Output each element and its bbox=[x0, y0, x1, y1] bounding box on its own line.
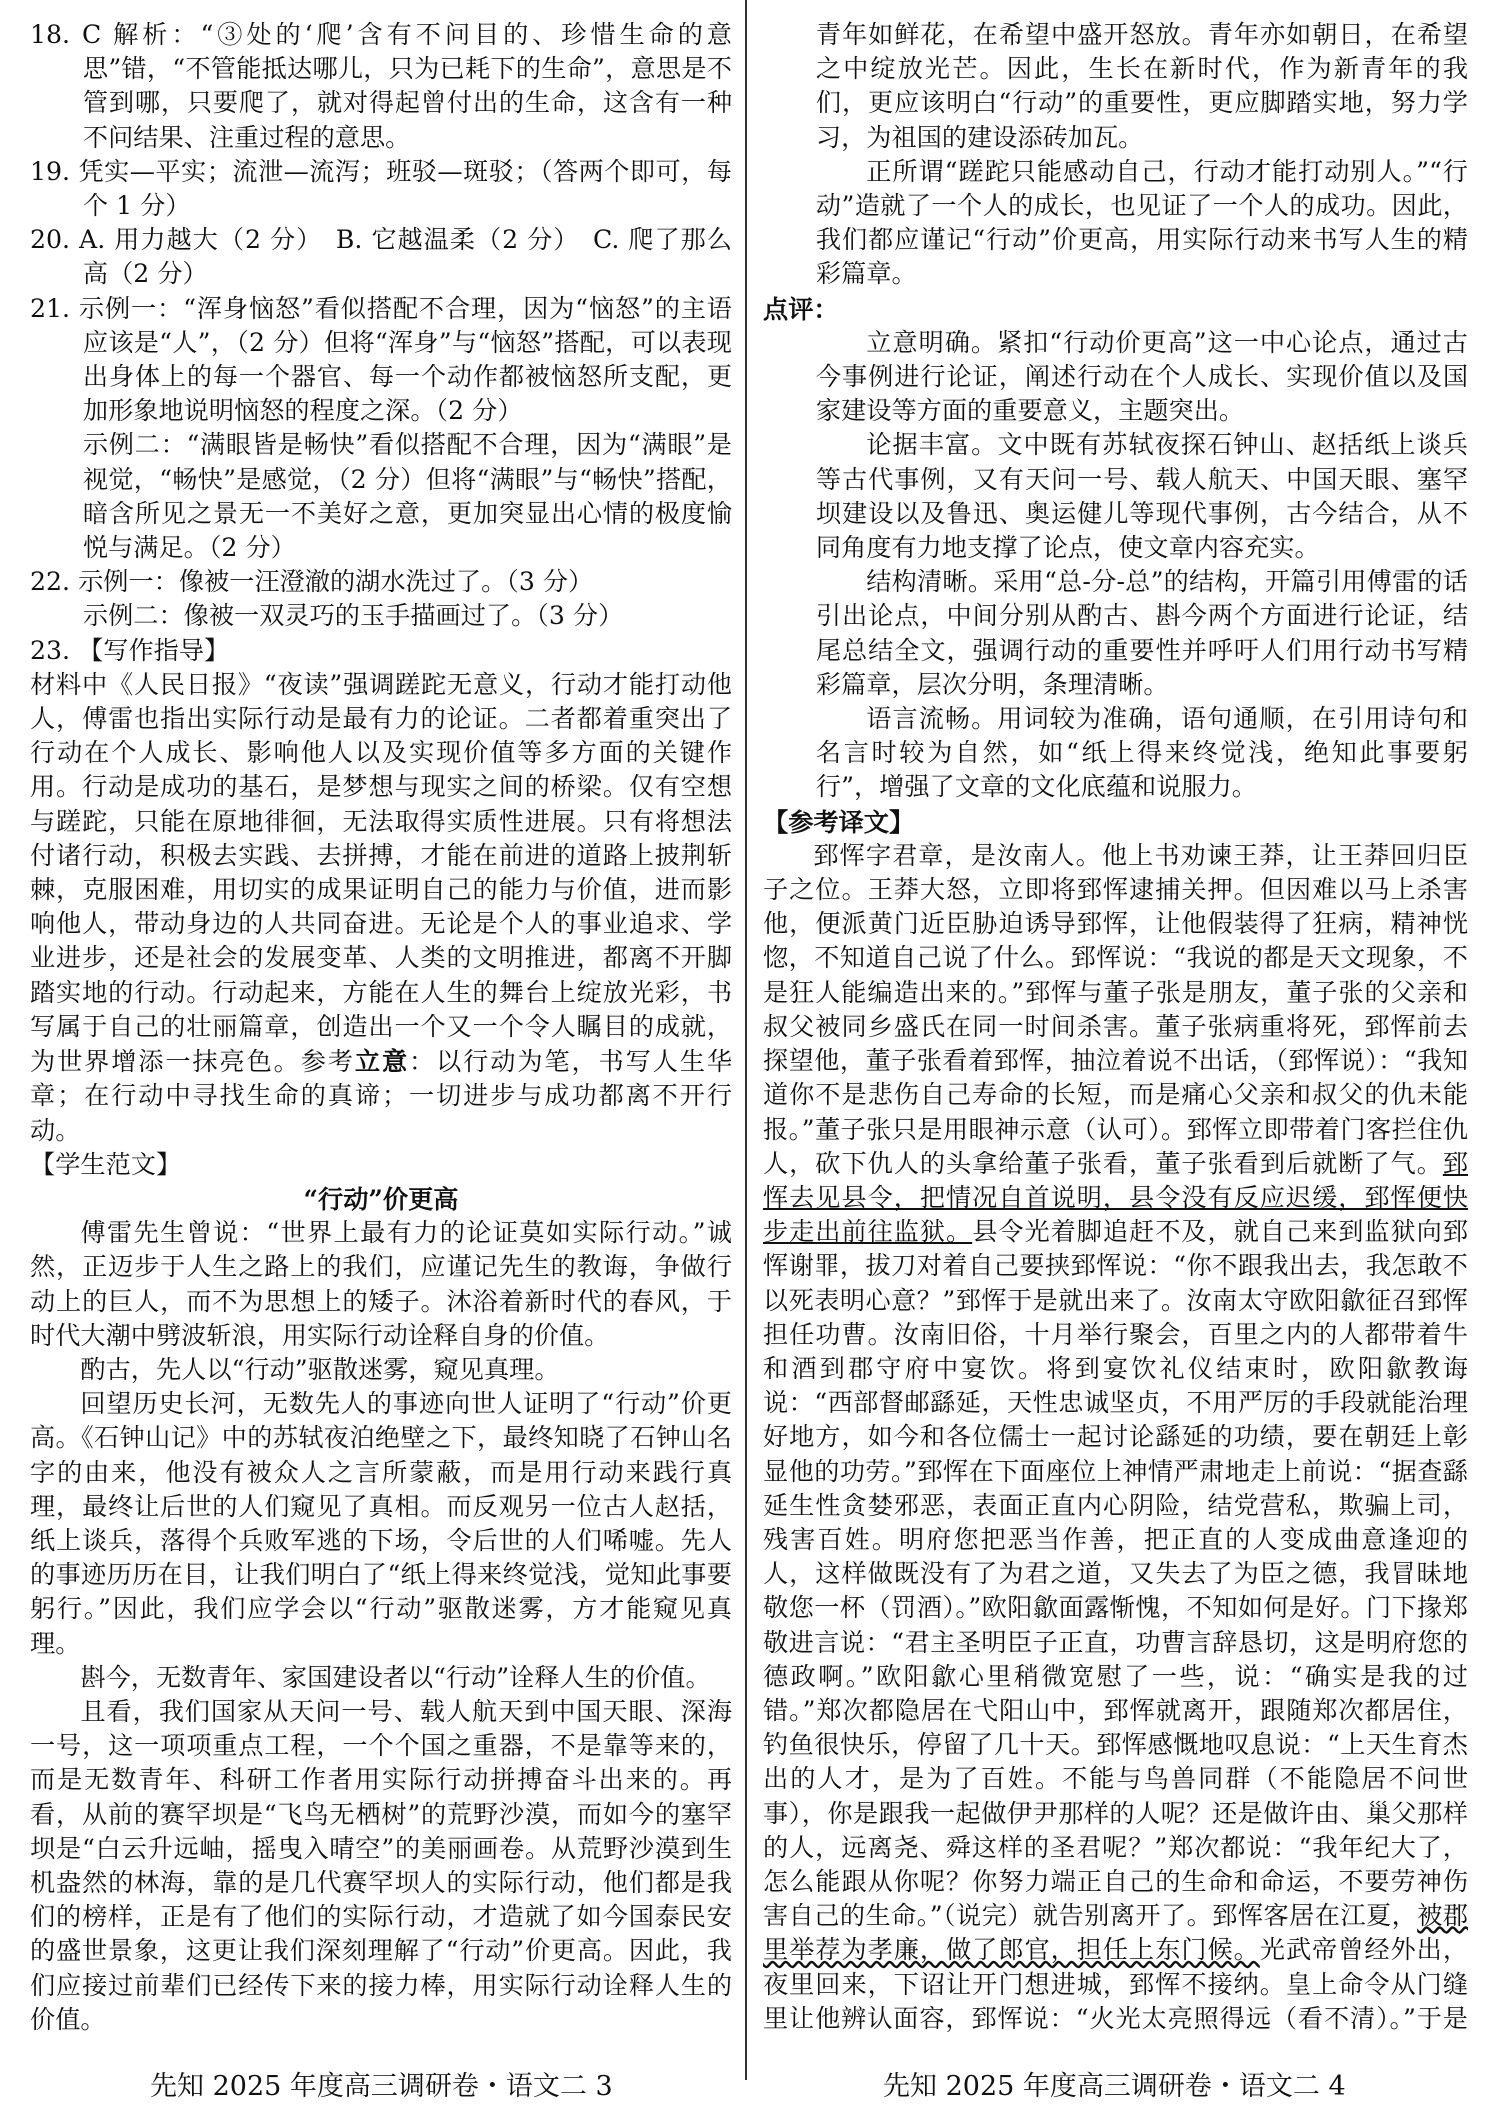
writing-guide-body: 材料中《人民日报》“夜读”强调蹉跎无意义，行动才能打动他人，傅雷也指出实际行动是最有力的论证。二者都着重突出了行动在个人成长、影响他人以及实现价值等多方面的关键作用。行动是成功的基石，是梦想与现实之间的桥梁。仅有空想与蹉跎，只能在原地徘徊，无法取得实质性进展。只有将想法付诸行动，积极去实践、去拼搏，才能在前进的道路上披荆斩棘，克服困难，用切实的成果证明自己的能力与价值，进而影响他人，带动身边的人共同奋进。无论是个人的事业追求、学业进步，还是社会的发展变革、人类的文明推进，都离不开脚踏实地的行动。行动起来，方能在人生的舞台上绽放光彩，书写属于自己的壮丽篇章，创造出一个又一个令人瞩目的成就，为世界增添一抹亮色。参考 bbox=[30, 669, 732, 1077]
comment-4: 语言流畅。用词较为准确，语句通顺，在引用诗句和名言时较为自然，如“纸上得来终觉浅，绝知此事要躬行”，增强了文章的文化底蕴和说服力。 bbox=[815, 704, 1468, 802]
answer-18: 18. C 解析：“③处的‘爬’含有不问目的、珍惜生命的意思”错，“不管能抵达哪儿，只为已耗下的生命”，意思是不管到哪，只要爬了，就对得起曾付出的生命，这含有一种不问结果、注重过程的意思。 bbox=[30, 20, 732, 152]
translation-part-3: 光武帝曾经外出，夜里回来，下诏让开门想进城，郅恽不接纳。皇上命令从门缝里让他辨认面容，郅恽说：“火光太亮照得远（看不清）。”于是 bbox=[763, 1935, 1468, 2033]
essay-paragraph-3: 回望历史长河，无数先人的事迹向世人证明了“行动”价更高。《石钟山记》中的苏轼夜泊绝壁之下，最终知晓了石钟山名字的由来，他没有被众人之言所蒙蔽，而是用行动来践行真理，最终让后世的人们窥见了真相。而反观另一位古人赵括，纸上谈兵，落得个兵败军逃的下场，令后世的人们唏嘘。先人的事迹历历在目，让我们明白了“纸上得来终觉浅，觉知此事要躬行。”因此，我们应学会以“行动”驱散迷雾，方才能窥见真理。 bbox=[30, 1389, 732, 1658]
translation-heading: 【参考译文】 bbox=[763, 806, 915, 837]
left-column bbox=[30, 18, 732, 2038]
essay-paragraph-6-continued: 青年如鲜花，在希望中盛开怒放。青年亦如朝日，在希望之中绽放光芒。因此，生长在新时代，作为新青年的我们，更应该明白“行动”的重要性，更应脚踏实地，努力学习，为祖国的建设添砖加瓦。 bbox=[815, 20, 1468, 152]
essay-paragraph-1: 傅雷先生曾说：“世界上最有力的论证莫如实际行动。”诚然，正迈步于人生之路上的我们，应谨记先生的教诲，争做行动上的巨人，而不为思想上的矮子。沐浴着新时代的春风，于时代大潮中劈波斩浪，用实际行动诠释自身的价值。 bbox=[30, 1218, 732, 1350]
writing-guide-tail: ：以行动为笔，书写人生华章；在行动中寻找生命的真谛；一切进步与成功都离不开行动。 bbox=[30, 1047, 732, 1145]
comment-2: 论据丰富。文中既有苏轼夜探石钟山、赵括纸上谈兵等古代事例，又有天问一号、载人航天、中国天眼、塞罕坝建设以及鲁迅、奥运健儿等现代事例，古今结合，从不同角度有力地支撑了论点，使文章内容充实。 bbox=[815, 430, 1468, 563]
essay-paragraph-7: 正所谓“蹉跎只能感动自己，行动才能打动别人。”“行动”造就了一个人的成长，也见证了一个人的成功。因此，我们都应谨记“行动”价更高，用实际行动来书写人生的精彩篇章。 bbox=[815, 156, 1468, 289]
answer-20: 20. A. 用力越大（2 分） B. 它越温柔（2 分） C. 爬了那么高（2 分） bbox=[30, 225, 732, 289]
right-column bbox=[763, 18, 1468, 2038]
answer-21-example-1: 21. 示例一：“浑身恼怒”看似搭配不合理，因为“恼怒”的主语应该是“人”，（2 分）但将“浑身”与“恼怒”搭配，可以表现出身体上的每一个器官、每一个动作都被恼怒所支配，更加形象地说明恼怒的程度之深。（2 分） bbox=[30, 293, 732, 426]
comment-1: 立意明确。紧扣“行动价更高”这一中心论点，通过古今事例进行论证，阐述行动在个人成长、实现价值以及国家建设等方面的重要意义，主题突出。 bbox=[815, 327, 1468, 426]
translation-part-1: 郅恽字君章，是汝南人。他上书劝谏王莽，让王莽回归臣子之位。王莽大怒，立即将郅恽逮捕关押。但因难以马上杀害他，便派黄门近臣胁迫诱导郅恽，让他假装得了狂病，精神恍惚，不知道自己说了什么。郅恽说：“我说的都是天文现象，不是狂人能编造出来的。”郅恽与董子张是朋友，董子张的父亲和叔父被同乡盛氏在同一时间杀害。董子张病重将死，郅恽前去探望他，董子张看着郅恽，抽泣着说不出话，（郅恽说）：“我知道你不是悲伤自己寿命的长短，而是痛心父亲和叔父的仇未能报。”董子张只是用眼神示意（认可）。郅恽立即带着门客拦住仇人，砍下仇人的头拿给董子张看，董子张看到后就断了气。 bbox=[763, 840, 1468, 1178]
writing-guide bbox=[30, 668, 732, 1148]
answer-19: 19. 凭实—平实；流泄—流泻；班驳—斑驳；（答两个即可，每个 1 分） bbox=[30, 156, 732, 221]
answer-22-example-2: 示例二：像被一双灵巧的玉手描画过了。（3 分） bbox=[82, 601, 624, 631]
column-divider bbox=[745, 0, 747, 2080]
footer-left: 先知 2025 年度高三调研卷・语文二 3 bbox=[150, 2071, 613, 2102]
translation-text bbox=[763, 839, 1468, 2038]
essay-paragraph-6 bbox=[30, 2037, 732, 2038]
comment-heading: 点评： bbox=[763, 293, 839, 324]
footer-right: 先知 2025 年度高三调研卷・语文二 4 bbox=[883, 2071, 1346, 2102]
answer-22-example-1: 22. 示例一：像被一汪澄澈的湖水洗过了。（3 分） bbox=[30, 567, 594, 597]
comment-3: 结构清晰。采用“总-分-总”的结构，开篇引用傅雷的话引出论点，中间分别从酌古、斟今两个方面进行论证，结尾总结全文，强调行动的重要性并呼吁人们用行动书写精彩篇章，层次分明，条理清晰。 bbox=[815, 567, 1468, 699]
answer-23-heading: 23. 【写作指导】 bbox=[30, 635, 230, 665]
translation-wavy-underlined: 被郡里举荐为孝廉，做了郎官，担任上东门候。 bbox=[763, 1901, 1468, 1965]
sample-essay-title: “行动”价更高 bbox=[303, 1183, 459, 1214]
writing-guide-label: 立意 bbox=[354, 1046, 410, 1077]
essay-paragraph-5: 且看，我们国家从天问一号、载人航天到中国天眼、深海一号，这一项项重点工程，一个个国之重器，不是靠等来的，而是无数青年、科研工作者用实际行动拼搏奋斗出来的。再看，从前的赛罕坝是“飞鸟无栖树”的荒野沙漠，而如今的塞罕坝是“白云升远岫，摇曳入晴空”的美丽画卷。从荒野沙漠到生机盎然的林海，靠的是几代赛罕坝人的实际行动，他们都是我们的榜样，正是有了他们的实际行动，才造就了如今国泰民安的盛世景象，这更让我们深刻理解了“行动”价更高。因此，我们应接过前辈们已经传下来的接力棒，用实际行动诠释人生的价值。 bbox=[30, 1696, 732, 2034]
answer-21-example-2: 示例二：“满眼皆是畅快”看似搭配不合理，因为“满眼”是视觉，“畅快”是感觉，（2 分）但将“满眼”与“畅快”搭配，暗含所见之景无一不美好之意，更加突显出心情的极度愉悦与满足。（2 分） bbox=[82, 430, 732, 563]
translation-underlined: 郅恽去见县令，把情况自首说明，县令没有反应迟缓，郅恽便快步走出前往监狱。 bbox=[763, 1148, 1468, 1247]
essay-paragraph-4: 斟今，无数青年、家国建设者以“行动”诠释人生的价值。 bbox=[80, 1662, 711, 1692]
translation-part-2: 县令光着脚追赶不及，就自己来到监狱向郅恽谢罪，拔刀对着自己要挟郅恽说：“你不跟我出去，我怎敢不以死表明心意？”郅恽于是就出来了。汝南太守欧阳歙征召郅恽担任功曹。汝南旧俗，十月举行聚会，百里之内的人都带着牛和酒到郡守府中宴饮。将到宴饮礼仪结束时，欧阳歙教诲说：“西部督邮繇延，天性忠诚坚贞，不用严厉的手段就能治理好地方，如今和各位儒士一起讨论繇延的功绩，要在朝廷上彰显他的功劳。”郅恽在下面座位上神情严肃地走上前说：“据查繇延生性贪婪邪恶，表面正直内心阴险，结党营私，欺骗上司，残害百姓。明府您把恶当作善，把正直的人变成曲意逢迎的人，这样做既没有了为君之道，又失去了为臣之德，我冒昧地敬您一杯（罚酒）。”欧阳歙面露惭愧，不知如何是好。门下掾郑敬进言说：“君主圣明臣子正直，功曹言辞恳切，这是明府您的德政啊。”欧阳歙心里稍微宽慰了一些，说：“确实是我的过错。”郑次都隐居在弋阳山中，郅恽就离开，跟随郑次都居住，钓鱼很快乐，停留了几十天。郅恽感慨地叹息说：“上天生育杰出的人才，是为了百姓。不能与鸟兽同群（不能隐居不问世事），你是跟我一起做伊尹那样的人呢？还是做许由、巢父那样的人，远离尧、舜这样的圣君呢？”郑次都说：“我年纪大了，怎么能跟从你呢？你努力端正自己的生命和命运，不要劳神伤害自己的生命。”（说完）就告别离开了。郅恽客居在江夏， bbox=[763, 1217, 1468, 1931]
sample-essay-heading: 【学生范文】 bbox=[30, 1149, 182, 1179]
essay-paragraph-2: 酌古，先人以“行动”驱散迷雾，窥见真理。 bbox=[80, 1354, 560, 1384]
